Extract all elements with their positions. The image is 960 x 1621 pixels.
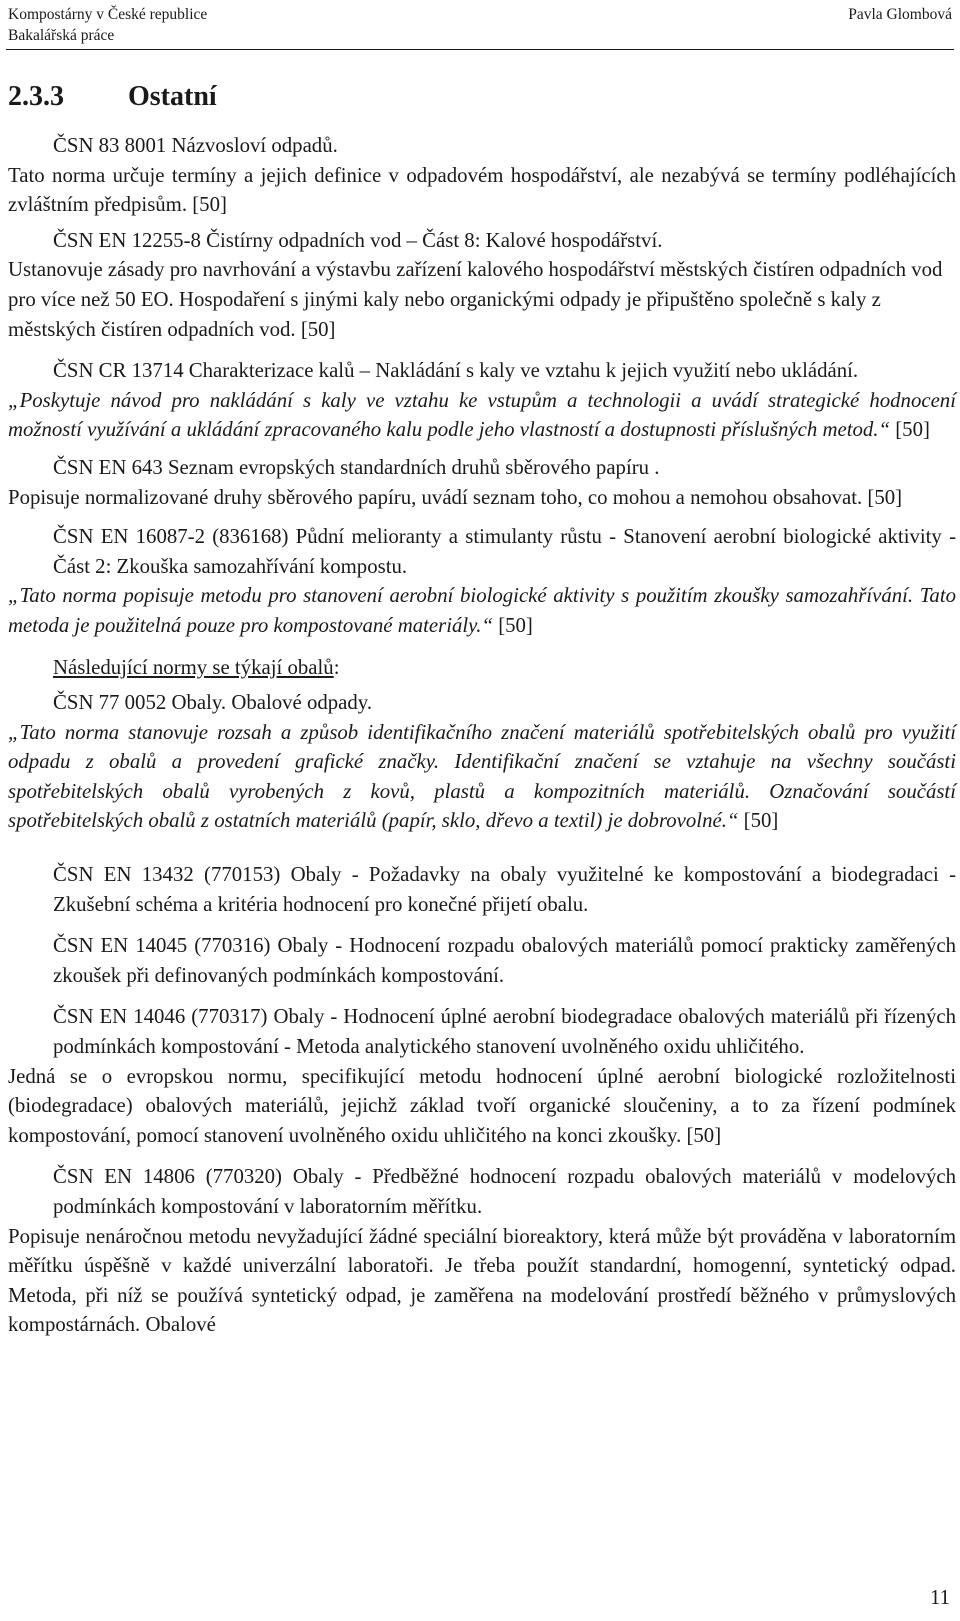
standard-block — [8, 931, 956, 990]
standard-description: Jedná se o evropskou normu, specifikující metodu hodnocení úplné aerobní biologické rozložitelnosti (biodegradace) obalových materiálů, jejichž základ tvoří organické sloučeniny, a to za řízení podmínek kompostování, pomocí stanovení uvolněného oxidu uhličitého na konci zkoušky. [50] — [8, 1064, 956, 1147]
standard-title: ČSN EN 14806 (770320) Obaly - Předběžné hodnocení rozpadu obalových materiálů v modelových podmínkách kompostování v laboratorním měřítku. — [53, 1165, 956, 1218]
standard-block — [8, 226, 956, 344]
citation: [50] — [738, 809, 779, 833]
standard-block — [8, 453, 956, 512]
packaging-heading — [8, 653, 956, 683]
standard-quote — [8, 718, 956, 836]
quote-text: „Tato norma stanovuje rozsah a způsob identifikačního značení materiálů spotřebitelských obalů pro využití odpadu z obalů a provedení grafické značky. Identifikační značení se vztahuje na všechny součásti spotřebitelských obalů vyrobených z kovů, plastů a kompozitních materiálů. Označování součástí spotřebitelských obalů z ostatních materiálů (papír, sklo, dřevo a textil) je dobrovolné.“ — [8, 720, 956, 833]
page-number: 11 — [929, 1586, 950, 1609]
standard-block — [8, 1002, 956, 1150]
header-left — [8, 4, 207, 46]
header-rule — [6, 49, 954, 50]
standard-title: ČSN CR 13714 Charakterizace kalů – Nakládání s kaly ve vztahu k jejich využití nebo ukládání. — [53, 359, 859, 383]
standard-quote — [8, 386, 956, 445]
standard-title: ČSN EN 14046 (770317) Obaly - Hodnocení úplné aerobní biodegradace obalových materiálů při řízených podmínkách kompostování - Metoda analytického stanovení uvolněného oxidu uhličitého. — [53, 1005, 956, 1059]
standard-title: ČSN EN 12255-8 Čistírny odpadních vod – Část 8: Kalové hospodářství. — [53, 228, 663, 252]
standard-description: Popisuje nenáročnou metodu nevyžadující žádné speciální bioreaktory, která může být prováděna v laboratorním měřítku úspěšně v každé univerzální laboratoři. Je třeba použít standardní, homogenní, syntetický odpad. Metoda, při níž se používá syntetický odpad, je zaměřena na modelování prostředí běžného v průmyslových kompostárnách. Obalové — [8, 1224, 956, 1337]
citation: [50] — [890, 418, 930, 442]
standard-block — [8, 131, 956, 220]
standard-title: ČSN 77 0052 Obaly. Obalové odpady. — [53, 691, 373, 715]
standard-block — [8, 860, 956, 919]
standard-quote — [8, 581, 956, 640]
section-title: Ostatní — [128, 81, 217, 112]
header-subtitle: Bakalářská práce — [8, 27, 115, 44]
standard-title: ČSN EN 16087-2 (836168) Půdní melioranty a stimulanty růstu - Stanovení aerobní biologické aktivity - Část 2: Zkouška samozahřívání kompostu. — [53, 525, 956, 578]
citation: [50] — [493, 613, 533, 637]
standard-block — [8, 356, 956, 445]
header-title: Kompostárny v České republice — [8, 6, 208, 23]
standard-title: ČSN EN 14045 (770316) Obaly - Hodnocení rozpadu obalových materiálů pomocí prakticky zaměřených zkoušek při definovaných podmínkách kompostování. — [53, 934, 956, 987]
page-content — [8, 75, 956, 1340]
standard-block — [8, 522, 956, 640]
standard-description: Popisuje normalizované druhy sběrového papíru, uvádí seznam toho, co mohou a nemohou obsahovat. [50] — [8, 485, 903, 509]
standard-title: ČSN EN 13432 (770153) Obaly - Požadavky na obaly využitelné ke kompostování a biodegradaci - Zkušební schéma a kritéria hodnocení pro konečné přijetí obalu. — [53, 863, 956, 916]
standard-description: Ustanovuje zásady pro navrhování a výstavbu zařízení kalového hospodářství městských čistíren odpadních vod pro více než 50 EO. Hospodaření s jinými kaly nebo organickými odpady je připuštěno společně s kaly z městských čistíren odpadních vod. [50] — [8, 258, 943, 341]
standard-title: ČSN 83 8001 Názvosloví odpadů. — [53, 134, 338, 157]
section-heading — [8, 75, 956, 119]
section-number: 2.3.3 — [8, 81, 64, 112]
standard-title: ČSN EN 643 Seznam evropských standardních druhů sběrového papíru . — [53, 455, 660, 479]
quote-text: „Tato norma popisuje metodu pro stanovení aerobní biologické aktivity s použitím zkoušky samozahřívání. Tato metoda je použitelná pouze pro kompostované materiály.“ — [8, 584, 956, 637]
standard-description: Tato norma určuje termíny a jejich definice v odpadovém hospodářství, ale nezabývá se termíny podléhajících zvláštním předpisům. [50] — [8, 163, 956, 217]
quote-text: „Poskytuje návod pro nakládání s kaly ve vztahu ke vstupům a technologii a uvádí strategické hodnocení možností využívání a ukládání zpracovaného kalu podle jeho vlastností a dostupnosti příslušných metod.“ — [8, 388, 956, 442]
standard-block — [8, 688, 956, 836]
header-author: Pavla Glombová — [848, 6, 952, 23]
packaging-heading-colon: : — [333, 655, 340, 679]
packaging-heading-text: Následující normy se týkají obalů — [53, 655, 334, 679]
standard-block — [8, 1162, 956, 1340]
